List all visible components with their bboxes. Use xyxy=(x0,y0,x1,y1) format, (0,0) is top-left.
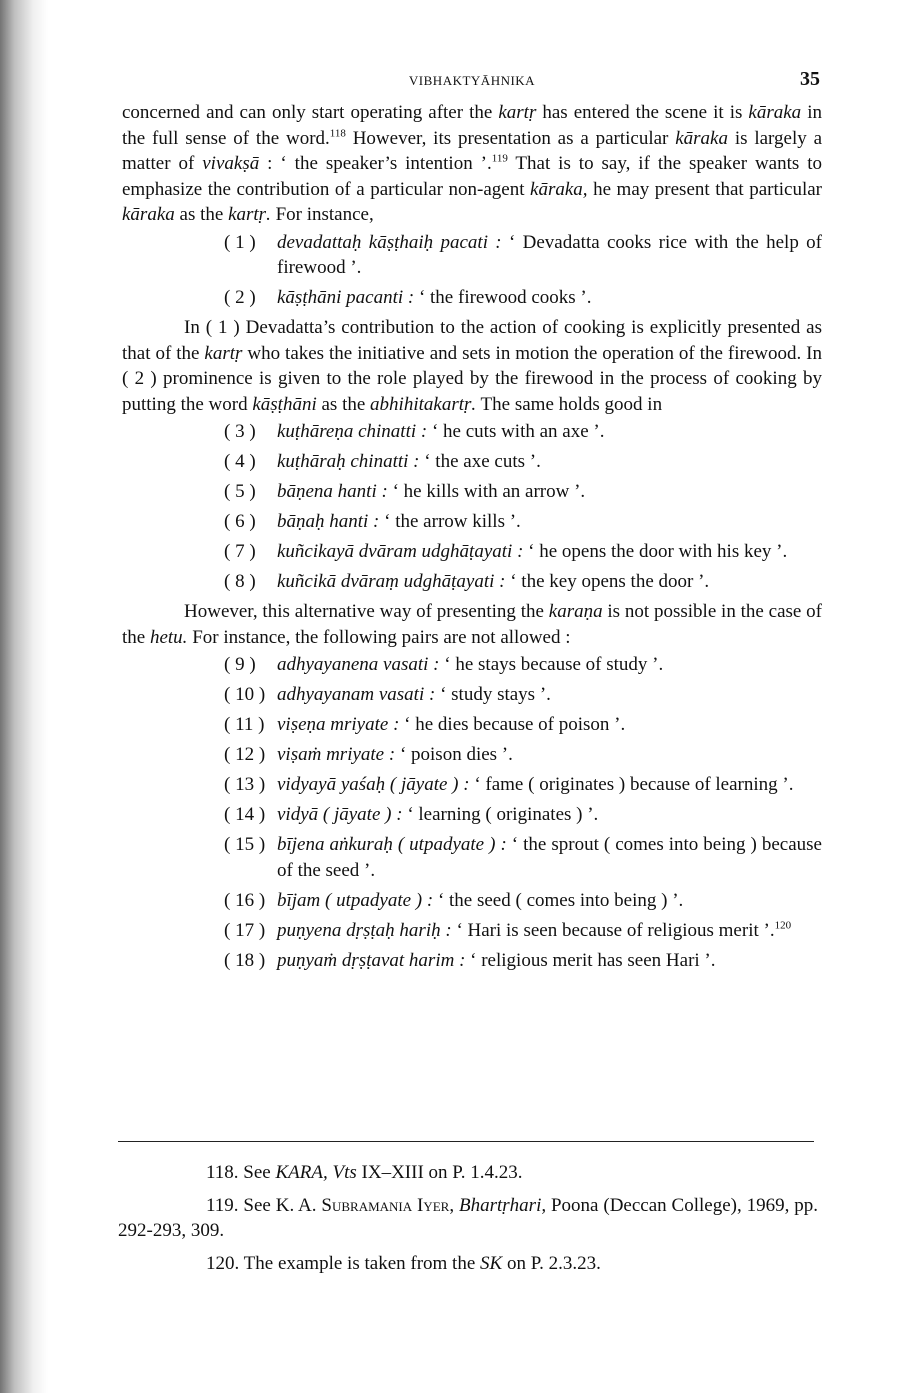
running-title: VIBHAKTYĀHNIKA xyxy=(408,73,536,88)
paragraph-3: However, this alternative way of presenting the karaṇa is not possible in the case of the hetu. For instance, the following pairs are not allowed : xyxy=(122,601,822,648)
paragraph-2: In ( 1 ) Devadatta’s contribution to the action of cooking is explicitly presented as that of the kartṛ who takes the initiative and sets in motion the operation of the firewood. In ( 2 ) prominence is given to the role played by the firewood in the process of cooking by putting the word kāṣṭhāni as the abhihitakartṛ. The same holds good in xyxy=(122,317,823,415)
example-item: ( 7 ) kuñcikayā dvāram udghāṭayati : ‘ he opens the door with his key ’. xyxy=(224,541,788,562)
paragraph-1: concerned and can only start operating after the kartṛ has entered the scene it is kāraka in the full sense of the word.$^{118}$ However, its presentation as a particular kāraka is largely a matter of vivakṣā : ‘ the speaker’s intention ’.$^{119}$ That is to say, if the speaker wants to emphasize the contribution of a particular non-agent kāraka, he may present that particular kāraka as the kartṛ. For instance, xyxy=(122,102,823,225)
example-item: ( 15 ) bījena aṅkuraḥ ( utpadyate ) : ‘ the sprout ( comes into being ) because of the seed ’. xyxy=(224,834,822,881)
example-item: ( 1 ) devadattaḥ kāṣṭhaiḥ pacati : ‘ Devadatta cooks rice with the help of firewood ’. xyxy=(224,231,822,278)
page-number: 35 xyxy=(800,68,820,90)
example-item: ( 12 ) viṣaṁ mriyate : ‘ poison dies ’. xyxy=(224,744,513,765)
example-item: ( 17 ) puṇyena dṛṣṭaḥ hariḥ : ‘ Hari is seen because of religious merit ’.$^{120}$ xyxy=(224,919,792,941)
page-body xyxy=(122,66,822,978)
example-item: ( 6 ) bāṇaḥ hanti : ‘ the arrow kills ’. xyxy=(224,511,521,532)
scan-edge-shadow xyxy=(0,0,48,1393)
example-item: ( 13 ) vidyayā yaśaḥ ( jāyate ) : ‘ fame ( originates ) because of learning ’. xyxy=(224,774,794,795)
example-item: ( 18 ) puṇyaṁ dṛṣṭavat harim : ‘ religious merit has seen Hari ’. xyxy=(224,949,716,971)
example-item: ( 16 ) bījam ( utpadyate ) : ‘ the seed ( comes into being ) ’. xyxy=(224,889,684,911)
example-item: ( 3 ) kuṭhāreṇa chinatti : ‘ he cuts with an axe ’. xyxy=(224,421,605,442)
footnote-119: 119. See K. A. Subramania Iyer, Bhartṛhari, Poona (Deccan College), 1969, pp. 292-293, 309. xyxy=(118,1194,818,1241)
example-item: ( 10 ) adhyayanam vasati : ‘ study stays ’. xyxy=(224,684,551,705)
example-item: ( 2 ) kāṣṭhāni pacanti : ‘ the firewood cooks ’. xyxy=(224,287,592,308)
footnote-divider xyxy=(118,1141,814,1142)
footnote-ref-118: 118 xyxy=(329,127,346,140)
examples-group-b xyxy=(122,419,822,595)
example-item: ( 8 ) kuñcikā dvāraṃ udghāṭayati : ‘ the key opens the door ’. xyxy=(224,571,710,592)
examples-group-c xyxy=(122,652,822,973)
example-item: ( 11 ) viṣeṇa mriyate : ‘ he dies because of poison ’. xyxy=(224,714,626,735)
page-header xyxy=(122,66,822,100)
examples-group-a xyxy=(122,230,822,311)
example-item: ( 5 ) bāṇena hanti : ‘ he kills with an arrow ’. xyxy=(224,481,586,502)
footnote-ref-120: 120 xyxy=(774,919,792,932)
footnote-ref-119: 119 xyxy=(491,152,508,165)
example-item: ( 14 ) vidyā ( jāyate ) : ‘ learning ( originates ) ’. xyxy=(224,804,599,825)
footnote-120: 120. The example is taken from the SK on P. 2.3.23. xyxy=(206,1252,601,1274)
footnotes xyxy=(118,1160,818,1283)
example-item: ( 9 ) adhyayanena vasati : ‘ he stays because of study ’. xyxy=(224,654,664,675)
example-item: ( 4 ) kuṭhāraḥ chinatti : ‘ the axe cuts ’. xyxy=(224,451,541,472)
footnote-118: 118. See KARA, Vts IX–XIII on P. 1.4.23. xyxy=(206,1162,523,1183)
